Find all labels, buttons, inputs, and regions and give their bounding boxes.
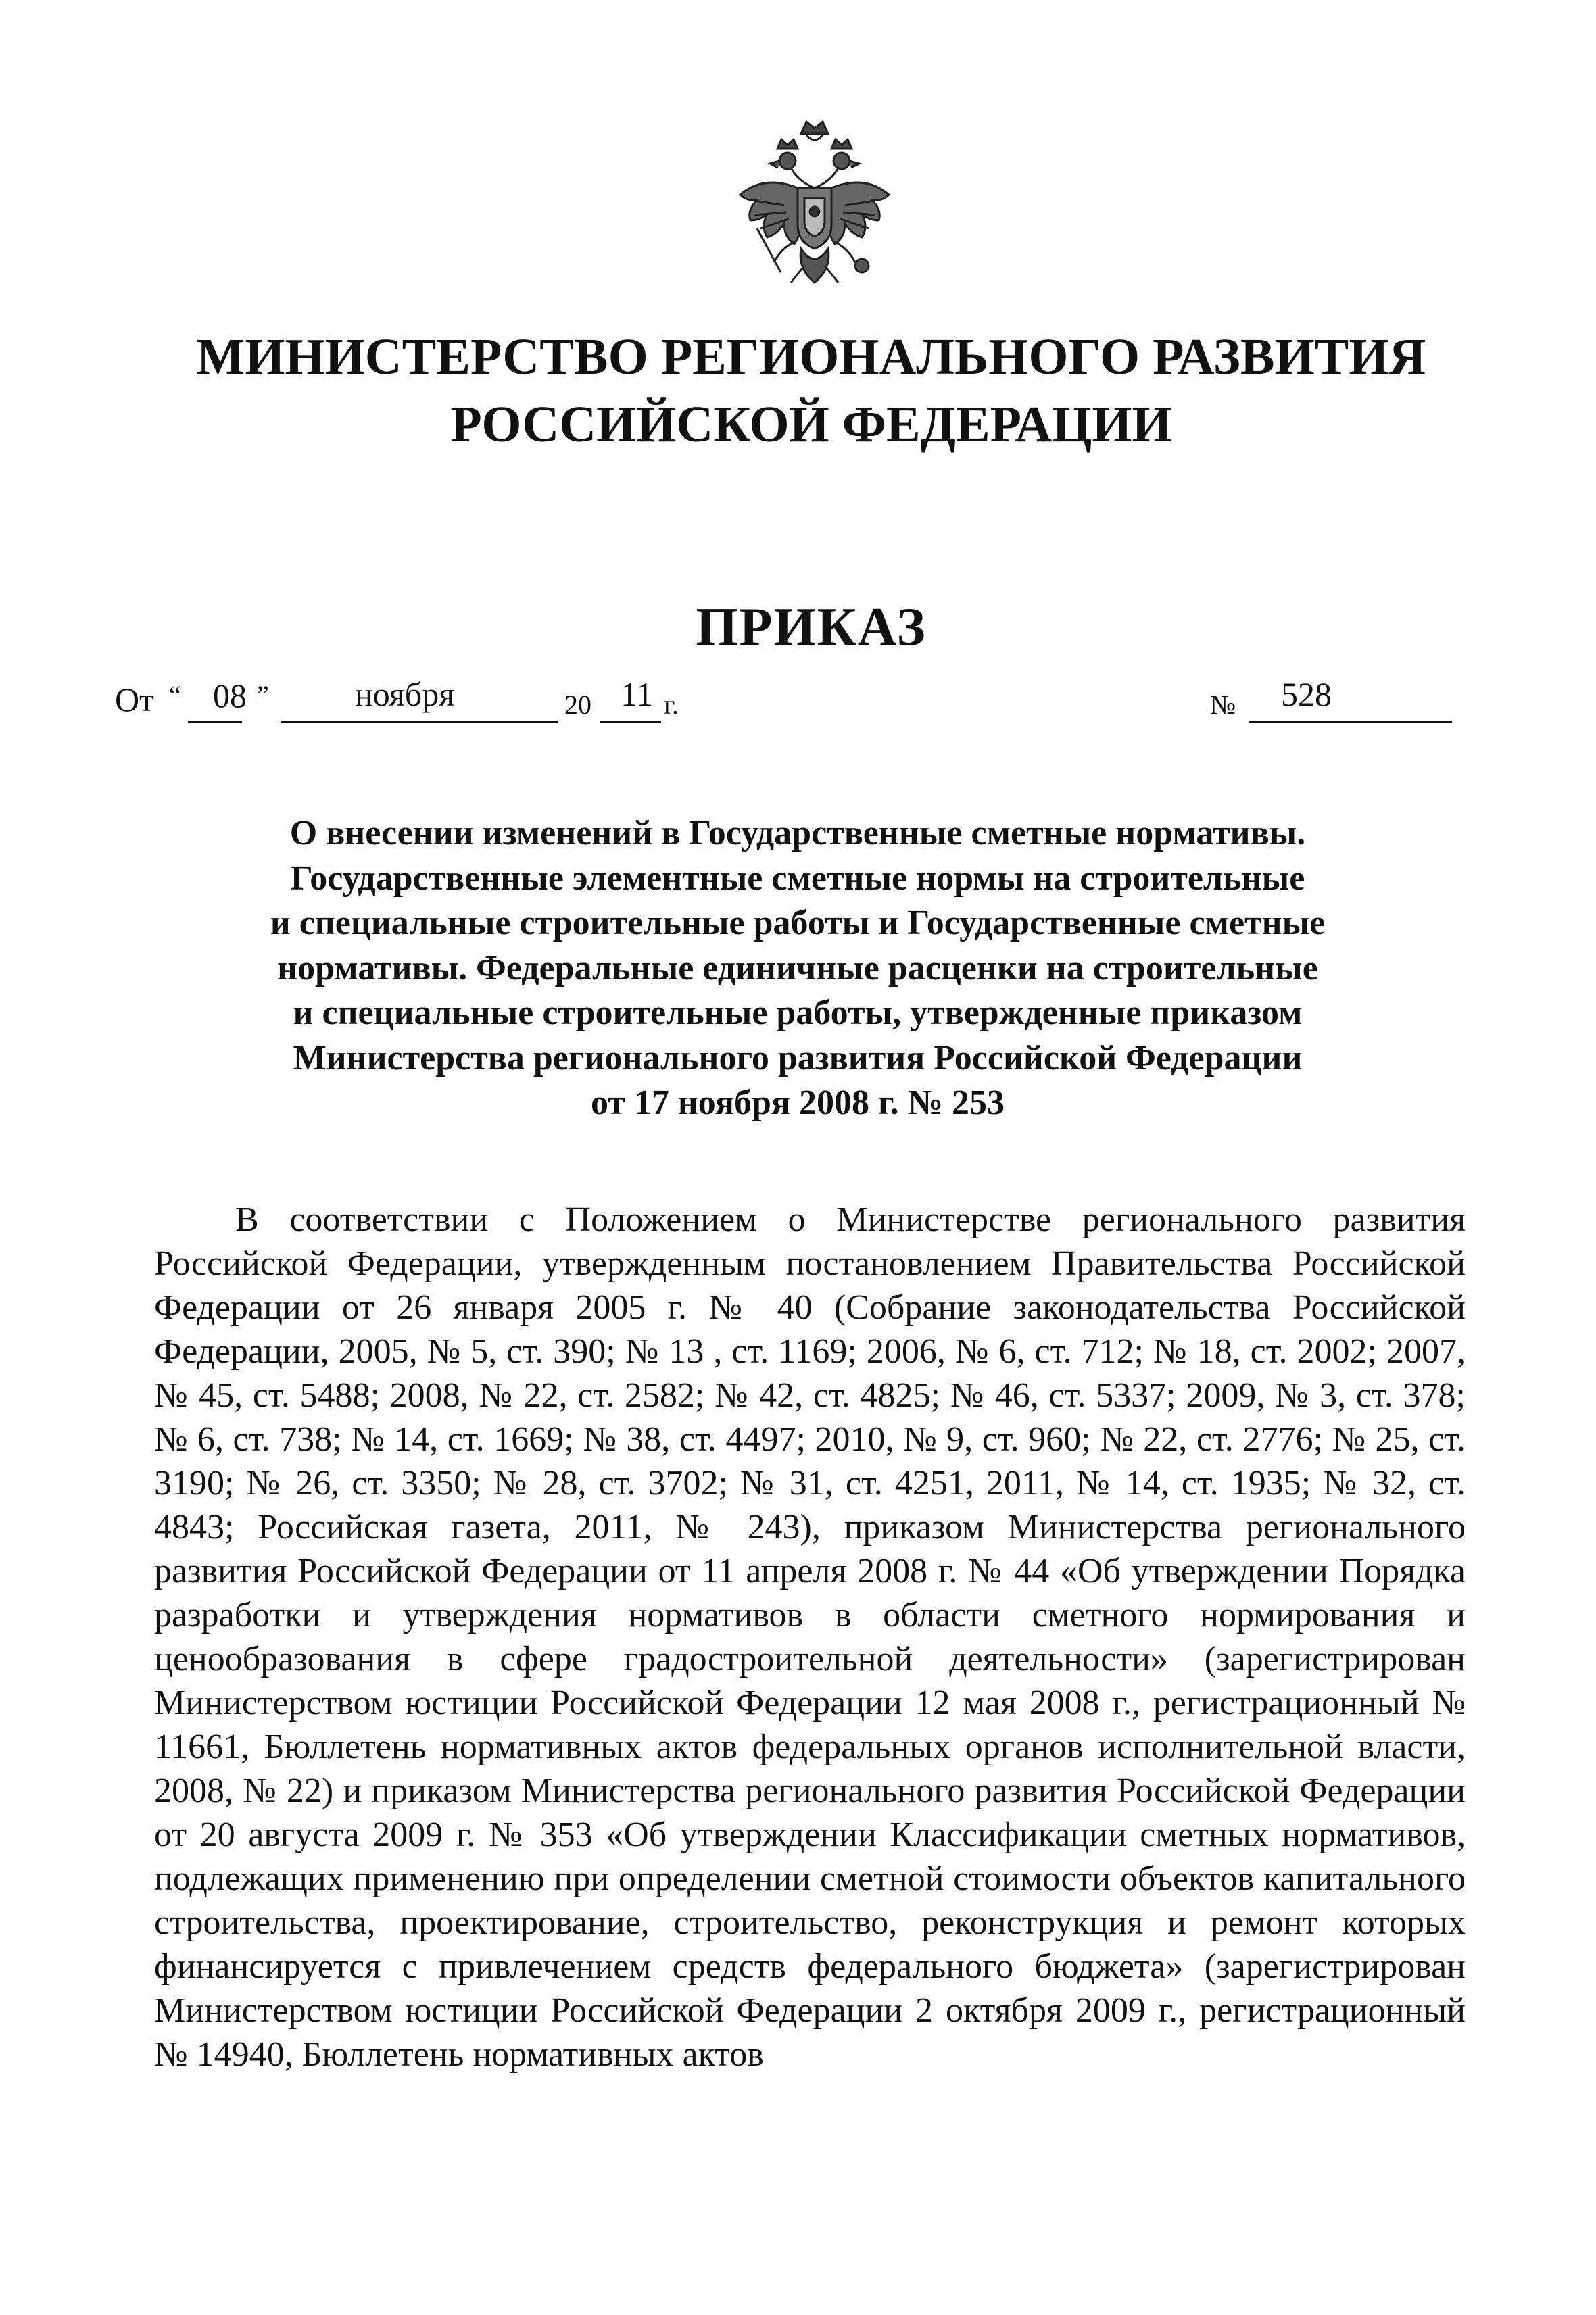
date-close-quote: ” — [257, 680, 269, 710]
body-paragraph: В соответствии с Положением о Министерстве регионального развития Российской Федерации, утвержденным постановлением Правительства Российской Федерации от 26 января 2005 г. № 40 (Собрание законодательства Российской Федерации, 2005, № 5, ст. 390; № 13 , ст. 1169; 2006, № 6, ст. 712; № 18, ст. 2002; 2007, № 45, ст. 5488; 2008, № 22, ст. 2582; № 42, ст. 4825; № 46, ст. 5337; 2009, № 3, ст. 378; № 6, ст. 738; № 14, ст. 1669; № 38, ст. 4497; 2010, № 9, ст. 960; № 22, ст. 2776; № 25, ст. 3190; № 26, ст. 3350; № 28, ст. 3702; № 31, ст. 4251, 2011, № 14, ст. 1935; № 32, ст. 4843; Российская газета, 2011, № 243), приказом Министерства регионального развития Российской Федерации от 11 апреля 2008 г. № 44 «Об утверждении Порядка разработки и утверждения нормативов в области сметного нормирования и ценообразования в сфере градостроительной деятельности» (зарегистрирован Министерством юстиции Российской Федерации 12 мая 2008 г., регистрационный № 11661, Бюллетень нормативных актов федеральных органов исполнительной власти, 2008, № 22) и приказом Министерства регионального развития Российской Федерации от 20 августа 2009 г. № 353 «Об утверждении Классификации сметных нормативов, подлежащих применению при определении сметной стоимости объектов капитального строительства, проектирование, строительство, реконструкция и ремонт которых финансируется с привлечением средств федерального бюджета» (зарегистрирован Министерством юстиции Российской Федерации 2 октября 2009 г., регистрационный № 14940, Бюллетень нормативных актов — [154, 1200, 1466, 2074]
date-row — [115, 676, 1467, 730]
date-year-suffix: 11 — [621, 675, 654, 713]
subject-line: Государственные элементные сметные нормы на строительные — [290, 858, 1305, 898]
date-open-quote: “ — [169, 680, 181, 710]
subject-line: от 17 ноября 2008 г. № 253 — [590, 1083, 1005, 1122]
date-prefix: От — [115, 681, 154, 718]
subject-line: Министерства регионального развития Российской Федерации — [293, 1038, 1303, 1077]
coat-of-arms-emblem — [730, 114, 899, 303]
ministry-name-line2: РОССИЙСКОЙ ФЕДЕРАЦИИ — [450, 396, 1172, 453]
order-number: 528 — [1281, 675, 1332, 713]
date-day: 08 — [213, 677, 247, 714]
ministry-name-line1: МИНИСТЕРСТВО РЕГИОНАЛЬНОГО РАЗВИТИЯ — [196, 328, 1426, 385]
subject-line: нормативы. Федеральные единичные расценки на строительные — [277, 948, 1318, 988]
subject-line: и специальные строительные работы, утвержденные приказом — [293, 994, 1303, 1032]
order-subject — [169, 811, 1426, 1126]
date-month: ноября — [355, 675, 455, 713]
subject-line: и специальные строительные работы и Государственные сметные — [270, 904, 1326, 942]
date-year-prefix: 20 — [564, 689, 591, 720]
date-year-abbr: г. — [664, 689, 679, 720]
number-label: № — [1210, 689, 1236, 720]
ministry-name — [135, 323, 1487, 458]
order-title: ПРИКАЗ — [696, 598, 927, 657]
number-underline — [1249, 680, 1452, 723]
subject-line: О внесении изменений в Государственные сметные нормативы. — [289, 814, 1306, 852]
